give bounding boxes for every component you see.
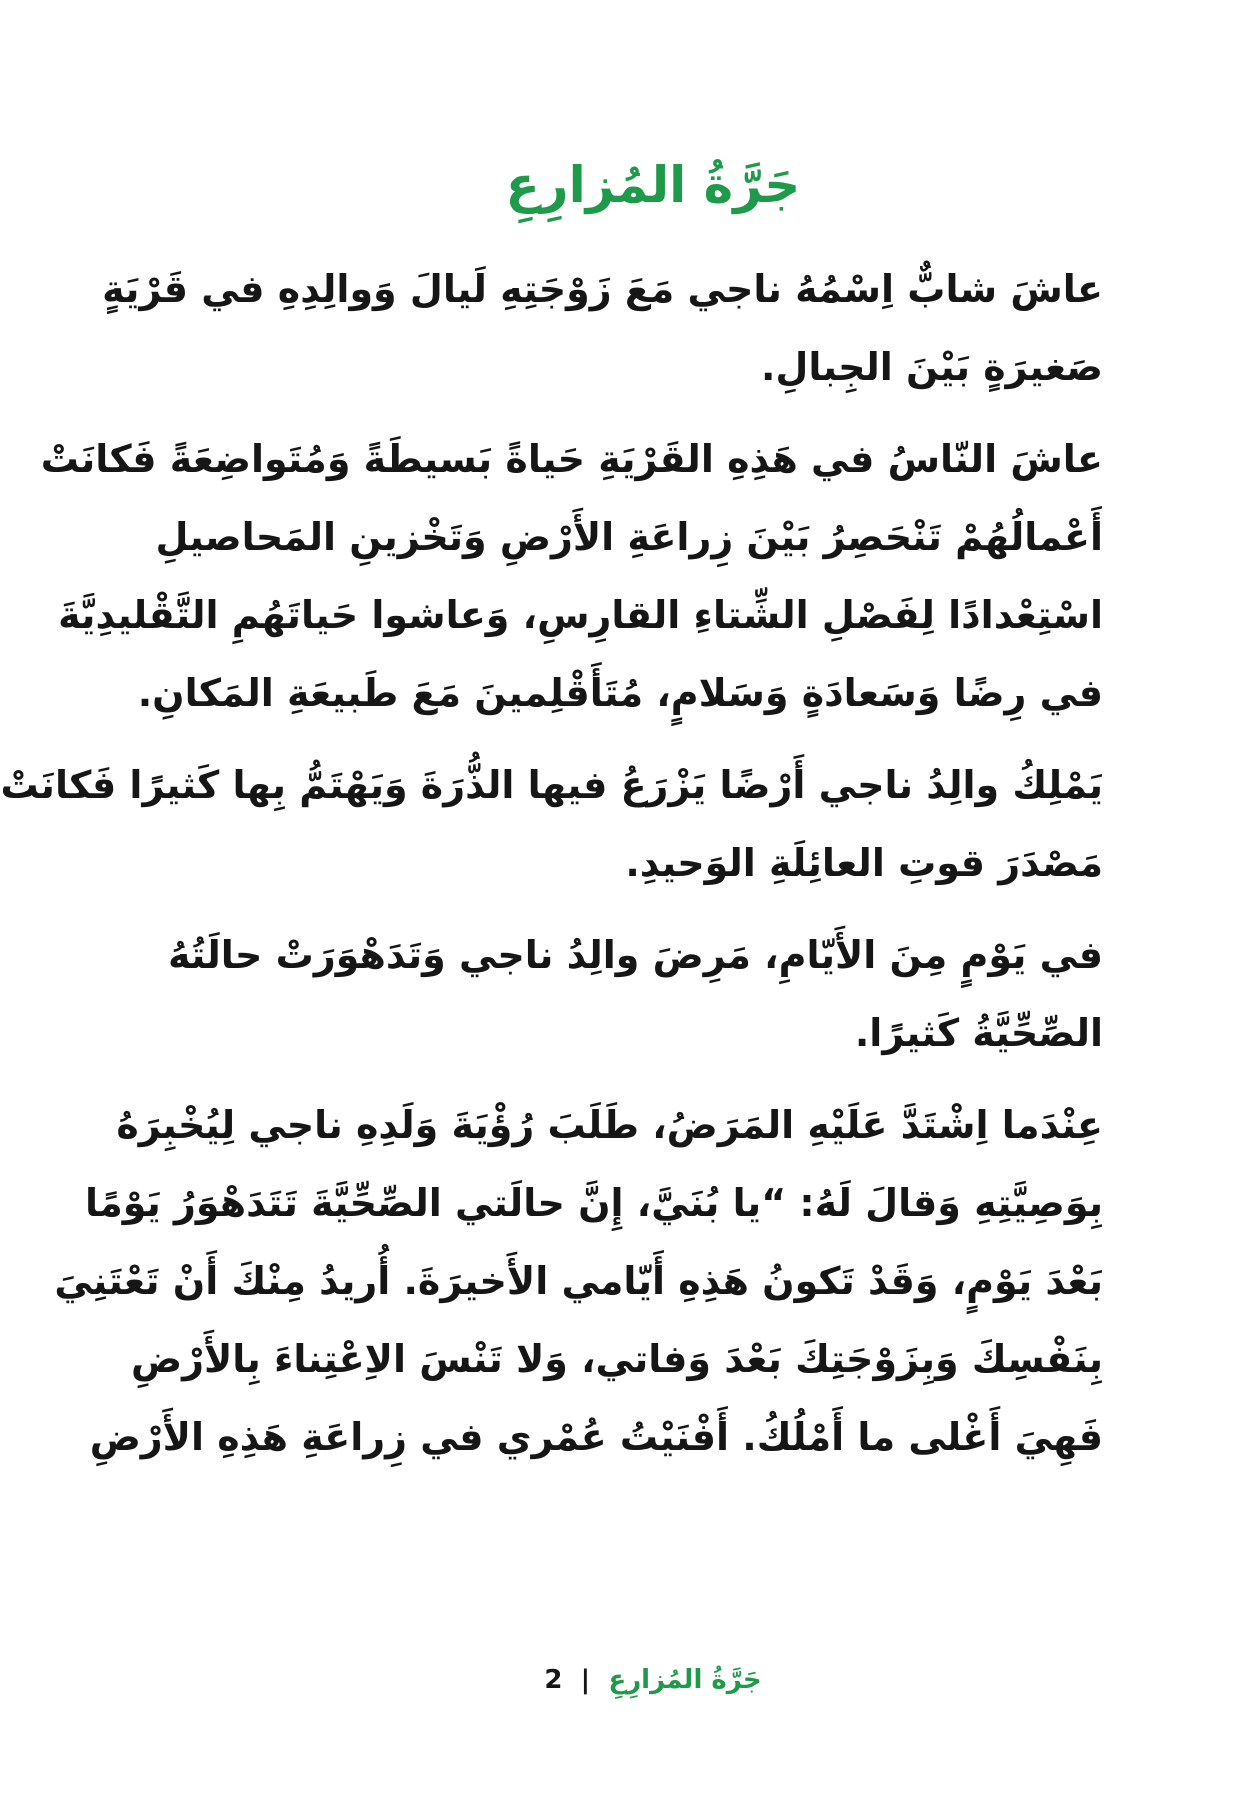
footer-title: جَرَّةُ المُزارِعِ xyxy=(608,1665,762,1695)
story-body xyxy=(0,250,1103,1490)
text-line: الصِّحِّيَّةُ كَثيرًا. xyxy=(854,1011,1103,1055)
paragraph xyxy=(0,746,1103,902)
text-line: بَعْدَ يَوْمٍ، وَقَدْ تَكونُ هَذِهِ أَيّامي الأَخيرَةَ. أُريدُ مِنْكَ أَنْ تَعْتَنِيَ xyxy=(54,1259,1103,1303)
paragraph xyxy=(102,250,1103,406)
page-footer xyxy=(203,1660,1103,1700)
text-line: عاشَ شابٌّ اِسْمُهُ ناجي مَعَ زَوْجَتِهِ لَيالَ وَوالِدِهِ في قَرْيَةٍ xyxy=(102,267,1103,311)
text-line: في رِضًا وَسَعادَةٍ وَسَلامٍ، مُتَأَقْلِمينَ مَعَ طَبيعَةِ المَكانِ. xyxy=(137,671,1103,715)
text-line: عاشَ النّاسُ في هَذِهِ القَرْيَةِ حَياةً بَسيطَةً وَمُتَواضِعَةً فَكانَتْ xyxy=(40,437,1103,481)
text-line: يَمْلِكُ والِدُ ناجي أَرْضًا يَزْرَعُ فيها الذُّرَةَ وَيَهْتَمُّ بِها كَثيرًا فَكانَتْ xyxy=(0,763,1103,807)
text-line: بِنَفْسِكَ وَبِزَوْجَتِكَ بَعْدَ وَفاتي، وَلا تَنْسَ الاِعْتِناءَ بِالأَرْضِ xyxy=(130,1337,1103,1381)
text-line: بِوَصِيَّتِهِ وَقالَ لَهُ: “يا بُنَيَّ، إِنَّ حالَتي الصِّحِّيَّةَ تَتَدَهْوَرُ يَوْمًا xyxy=(84,1181,1103,1225)
text-line: اسْتِعْدادًا لِفَصْلِ الشِّتاءِ القارِسِ، وَعاشوا حَياتَهُمِ التَّقْليدِيَّةَ xyxy=(58,593,1103,637)
text-line: مَصْدَرَ قوتِ العائِلَةِ الوَحيدِ. xyxy=(625,841,1103,885)
text-line: صَغيرَةٍ بَيْنَ الجِبالِ. xyxy=(760,345,1103,389)
paragraph xyxy=(167,916,1103,1072)
paragraph xyxy=(40,420,1103,732)
text-line: عِنْدَما اِشْتَدَّ عَلَيْهِ المَرَضُ، طَلَبَ رُؤْيَةَ وَلَدِهِ ناجي لِيُخْبِرَهُ xyxy=(116,1103,1103,1147)
page-number: 2 xyxy=(544,1665,563,1695)
text-line: فَهِيَ أَغْلى ما أَمْلُكُ. أَفْنَيْتُ عُمْري في زِراعَةِ هَذِهِ الأَرْضِ xyxy=(89,1415,1103,1459)
footer-separator: | xyxy=(580,1665,591,1695)
text-line: أَعْمالُهُمْ تَنْحَصِرُ بَيْنَ زِراعَةِ الأَرْضِ وَتَخْزينِ المَحاصيلِ xyxy=(155,515,1103,559)
text-line: في يَوْمٍ مِنَ الأَيّامِ، مَرِضَ والِدُ ناجي وَتَدَهْوَرَتْ حالَتُهُ xyxy=(167,933,1103,977)
story-title: جَرَّةُ المُزارِعِ xyxy=(505,156,801,214)
paragraph xyxy=(54,1086,1103,1476)
